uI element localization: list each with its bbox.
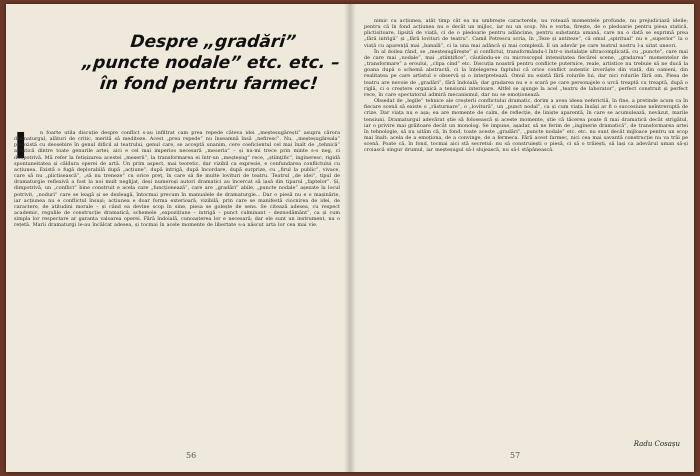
page-number-right: 57: [510, 451, 521, 460]
right-page: [350, 4, 694, 472]
drop-cap: I: [14, 126, 28, 167]
right-paragraph: În al doilea rând, se „meșteșugărește” și conflictul, transformându-l într-o instalație ultracomplicată, cu „puncte”, care mai de care mai „nodale”, mai „științifice”, căutându-se cu microscopul intensitatea fiecărei scene, „gradarea” momentelor de „transformare” a eroului, „clipa cind” etc. Discuția noastră pentru conflicte puternice, reale, artistice nu trebuie să ne ducă la goana după o schemă abstractă, ci la înțelegerea faptului că orice conflict autentic izvorăște din viață, din oameni, din realitatea pe care artistul o observă și o interpretează. Omul nu există fără rolurile lui, dar nici rolurile fără om. Piesa de teatru are nevoie de „gradări”, fără îndoială; dar gradarea nu e o scară pe care personajele o urcă treaptă cu treaptă, după o riglă, ci o creștere organică a tensiunii interioare. Altfel se ajunge la acel „teatru de laborator”, perfect construit și perfect rece, în care spectatorul admiră mecanismul, dar nu se emoționează.: [364, 48, 688, 98]
title-line-1: Despre „gradări”: [129, 32, 298, 52]
author-signature: Radu Cosașu: [633, 440, 680, 448]
right-paragraph: nimic cu acțiunea, atât timp cât ea nu umbrește caracterele, nu rotează momentele profunde, nu prejudiciază ideile; pentru că în fond acțiunea nu e decât un mijloc, iar nu un scop. Nu e vorba, firește, de o pledoarie pentru piesa statică, plictisitoare, lipsită de viață, ci de o pledoarie pentru adâncime, pentru substanța umană, care nu o dată se exprimă prea „fără intrigă” și „fără lovituri de teatru”. Camil Petrescu scria, în „Teze și antiteze”, că omul „spiritual” nu e „superior” la o viață cu aparență mai „banală”, ci la una mai adâncă și mai complexă. E un adevăr pe care teatrul nostru l-a uitat uneori.: [364, 18, 688, 49]
left-body-text: n foarte utila discuție despre conflict s-au infiltrat cam prea repede câteva idei „meșteșugărești” asupra cărora dramaturgul, alături de critic, merită să mediteze. Acest „prea repede” nu înseamnă însă „nefiresc”. Nu, „meșteșugăreala” preexistă cu deosebire în genul dificil al teatrului, genul care, se acceptă unanim, cere coeficientul cel mai înalt de „tehnică” artistică dintre toate genurile artei; aici e cel mai imperios necesară „meseria” – și nu-mi trece prin minte s-o neg, ci dimpotrivă. Mă refer la fetișizarea acestei „meserii”, la transformarea ei într-un „meșteșug” rece, „știinţific”, ingineresc, rigidă spontaneitatea și căldura operei de artă. Un prim aspect, mai teoretic, dar vizibil ca expresie, e confundarea conflictului cu acțiunea. Există o fugă deplorabilă după „acțiune”, după intrigă, după încordare, după surprize, cu „firul la public”, vivace, care să nu „plictisească”, „să nu treneze” cu orice preț, în care să fie multe lovituri de teatru. Teatrul „de idei”, tipul de dramaturgie reflexivă a fost la noi mult neglijat, deși numeroși autori dramatici au încercat să iasă din tiparul „faptelor”. Și, dimpotrivă, un „conflict” bine construit e acela care „funcționează”, care are „gradări” abile, „puncte nodale” așezate la locul potrivit, „noduri” care se leagă și se dezleagă, întocmai precum în manualele de dramaturgie... Dar o piesă nu e o mașinărie, iar acțiunea nu e conflictul însuși; acțiunea e doar forma exterioară, vizibilă, prin care se manifestă ciocnirea de idei, de caractere, de atitudini morale – și când ea devine scop în sine, piesa se golește de sens. Se citează adesea, cu respect academic, regulile de construcție dramatică, schemele „expozițiune – intrigă – punct culminant – deznodământ”, ca și cum simpla lor respectare ar garanta valoarea operei. Fără îndoială, cunoașterea lor e necesară; dar ele sunt un instrument, nu o rețetă. Marii dramaturgi le-au încălcat adesea, și tocmai în acele momente de libertate s-a născut arta lor cea mai vie.: [14, 130, 340, 229]
book-spread: [6, 4, 694, 472]
page-number-left: 56: [186, 451, 197, 460]
right-body-text: [364, 18, 688, 432]
article-title: [73, 32, 350, 95]
right-paragraph: Obsedat de „legile” tehnice ale creșterii conflictului dramatic, dorim a avea ideea neferictiă, în fine, a pretinde acum ca în fiecare scenă să existe o „răsturnare”, o „lovitură”, un „punct nodal”, ca și cum viața însăși ar fi o succesiune neîntreruptă de crize. Dar viața nu e așa; ea are momente de calm, de reflecție, de liniște aparentă, în care se acumulează, nevăzut, marile tensiuni. Dramaturgul adevărat știe să folosească și aceste momente, știe că tăcerea poate fi mai dramatică decât strigătul, iar o privire mai grăitoare decât un monolog. Se impune, așadar, să ne ferim de „inginerie dramatică”, de transformarea artei în tehnologie, să nu uităm că, în fond, toate aceste „gradări”, „puncte nodale” etc. etc. nu sunt decât mijloace pentru un scop mai înalt: acela de a emoționa, de a convinge, de a fermeca. Fără acest farmec, nici cea mai savantă construcție nu va trăi pe scenă. Poate că, în fond, tocmai aici stă secretul: nu să construiești o piesă, ci să o trăiești, să lași ca adevărul uman să-și croiască singur drumul, iar meșteșugul să-l slujească, nu să-l stăpânească.: [364, 98, 688, 154]
title-line-3: în fond pentru farmec!: [98, 74, 319, 94]
title-line-2: „puncte nodale” etc. etc. –: [81, 53, 341, 73]
left-page: [6, 4, 350, 472]
